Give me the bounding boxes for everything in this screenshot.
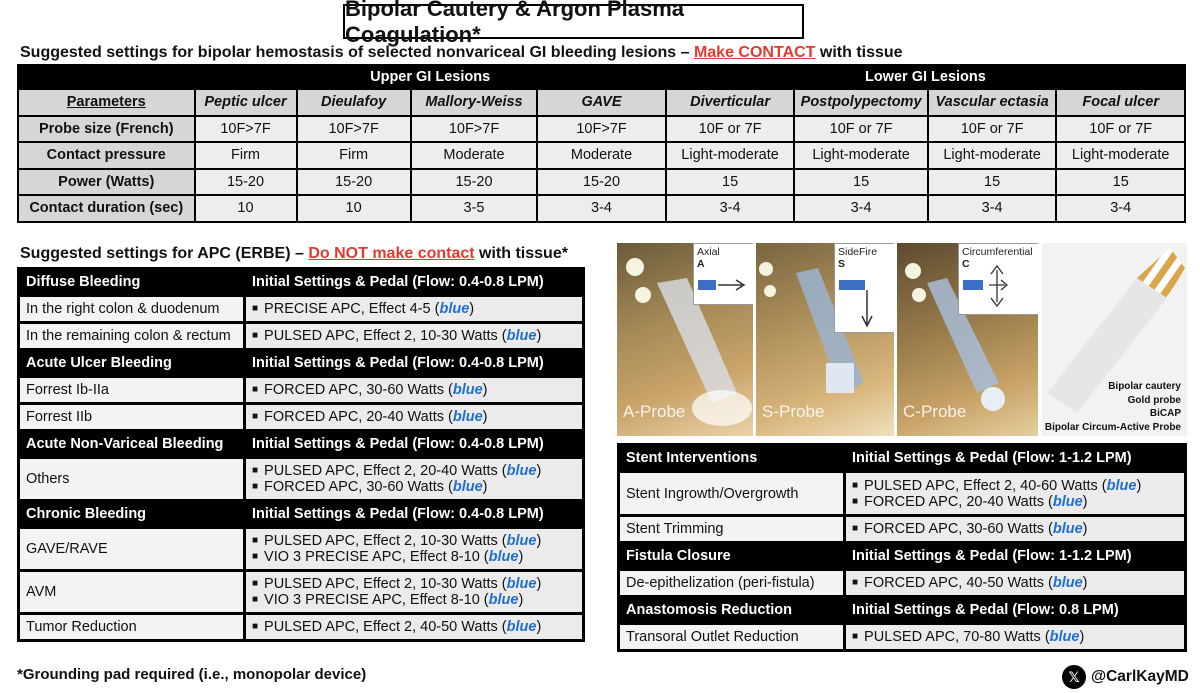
row-label: Contact duration (sec) [19, 196, 194, 221]
section-title: Anastomosis Reduction [620, 598, 843, 622]
lesion-column-header: Dieulafoy [298, 90, 410, 115]
setting-item [852, 575, 1178, 591]
s-probe-inset [834, 243, 894, 333]
close-paren: ) [1082, 575, 1088, 591]
setting-item [852, 494, 1178, 510]
group-header-row [19, 66, 1184, 88]
section-settings-header: Initial Settings & Pedal (Flow: 0.8 LPM) [846, 598, 1184, 622]
table-row [620, 571, 1184, 595]
setting-text: PRECISE APC, Effect 4-5 ( [264, 301, 440, 317]
lesion-column-header: GAVE [538, 90, 665, 115]
close-paren: ) [536, 328, 542, 344]
table-cell: 15-20 [196, 170, 296, 195]
row-label: AVM [20, 572, 243, 612]
row-label: Stent Trimming [620, 517, 843, 541]
settings-cell [846, 473, 1184, 514]
setting-text: FORCED APC, 40-50 Watts ( [864, 575, 1053, 591]
close-paren: ) [1082, 521, 1088, 537]
table-cell: 3-4 [795, 196, 927, 221]
a-probe-photo [617, 243, 753, 436]
table-cell: 3-4 [1057, 196, 1184, 221]
parameters-header: Parameters [19, 90, 194, 115]
c-probe-caption: C-Probe [903, 402, 967, 421]
c-probe-photo [897, 243, 1038, 436]
blue-keyword: blue [506, 533, 537, 549]
setting-item [252, 576, 576, 592]
close-paren: ) [482, 382, 488, 398]
page-title: Bipolar Cautery & Argon Plasma Coagulation* [343, 4, 804, 39]
close-paren: ) [518, 592, 524, 608]
apc-heading-emphasis: Do NOT make contact [308, 245, 475, 262]
row-label: Forrest IIb [20, 405, 243, 429]
blue-keyword: blue [1052, 493, 1083, 510]
apc-heading [20, 245, 568, 263]
table-row [20, 615, 582, 639]
settings-cell [246, 378, 582, 402]
section-settings-header: Initial Settings & Pedal (Flow: 0.4-0.8 LPM) [246, 270, 582, 294]
a-probe-inset-label: Axial A [697, 246, 720, 270]
close-paren: ) [1136, 477, 1142, 494]
bullet-icon: ■ [252, 465, 259, 476]
section-title: Acute Non-Variceal Bleeding [20, 432, 243, 456]
close-paren: ) [536, 533, 542, 549]
row-label: Stent Ingrowth/Overgrowth [620, 473, 843, 514]
close-paren: ) [536, 619, 542, 635]
table-row [620, 625, 1184, 649]
row-label: Others [20, 459, 243, 499]
bullet-icon: ■ [252, 594, 259, 605]
table-row [620, 473, 1184, 514]
blue-keyword: blue [452, 479, 483, 495]
table-cell: Firm [196, 143, 296, 168]
s-probe-inset-label: SideFire S [838, 246, 878, 270]
bipolar-probe-photo [1042, 243, 1187, 436]
table-cell: Firm [298, 143, 410, 168]
table-cell: Moderate [412, 143, 537, 168]
setting-text: PULSED APC, Effect 2, 10-30 Watts ( [264, 328, 507, 344]
bipolar-probe-label: Bipolar Circum-Active Probe [1044, 421, 1181, 433]
bipolar-heading [20, 44, 903, 62]
table-row [20, 572, 582, 612]
blue-keyword: blue [506, 328, 537, 344]
section-header-row [20, 432, 582, 456]
table-cell: 3-5 [412, 196, 537, 221]
blue-keyword: blue [1106, 477, 1137, 494]
close-paren: ) [1082, 493, 1088, 510]
row-label: Probe size (French) [19, 117, 194, 142]
table-row [20, 459, 582, 499]
apc-heading-suffix: with tissue* [474, 245, 568, 262]
bullet-icon: ■ [252, 330, 259, 341]
settings-cell [246, 572, 582, 612]
settings-cell [846, 571, 1184, 595]
table-cell: 15 [1057, 170, 1184, 195]
s-probe-caption: S-Probe [762, 402, 825, 421]
table-cell: 15 [929, 170, 1056, 195]
section-header-row [20, 270, 582, 294]
c-probe-inset [958, 243, 1038, 315]
setting-item [252, 409, 576, 425]
lesion-column-header: Diverticular [667, 90, 794, 115]
bullet-icon: ■ [252, 384, 259, 395]
table-row [20, 529, 582, 569]
bipolar-probe-label: Gold probe [1127, 394, 1181, 406]
table-cell: 10F or 7F [929, 117, 1056, 142]
blue-keyword: blue [1052, 575, 1083, 591]
setting-text: FORCED APC, 30-60 Watts ( [264, 382, 453, 398]
bullet-icon: ■ [252, 535, 259, 546]
blue-keyword: blue [488, 549, 519, 565]
setting-text: PULSED APC, Effect 2, 40-60 Watts ( [864, 477, 1107, 494]
row-label: In the right colon & duodenum [20, 297, 243, 321]
table-cell: Moderate [538, 143, 665, 168]
c-probe-inset-label: Circumferential C [962, 246, 1033, 270]
lesion-column-header: Vascular ectasia [929, 90, 1056, 115]
table-row [20, 405, 582, 429]
close-paren: ) [1079, 629, 1085, 645]
setting-text: PULSED APC, 70-80 Watts ( [864, 629, 1050, 645]
table-cell: 3-4 [929, 196, 1056, 221]
circumferential-arrow-icon [959, 244, 1038, 314]
bullet-icon: ■ [852, 479, 859, 491]
table-cell: 10F>7F [412, 117, 537, 142]
table-cell: 10F or 7F [1057, 117, 1184, 142]
table-cell: Light-moderate [795, 143, 927, 168]
section-title: Acute Ulcer Bleeding [20, 351, 243, 375]
setting-item [252, 382, 576, 398]
table-row [19, 170, 1184, 195]
bullet-icon: ■ [252, 578, 259, 589]
close-paren: ) [536, 463, 542, 479]
bullet-icon: ■ [252, 551, 259, 562]
table-cell: 10 [196, 196, 296, 221]
s-probe-photo [756, 243, 894, 436]
table-cell: 15-20 [538, 170, 665, 195]
setting-text: FORCED APC, 30-60 Watts ( [264, 479, 453, 495]
close-paren: ) [536, 576, 542, 592]
table-cell: 15 [667, 170, 794, 195]
close-paren: ) [482, 409, 488, 425]
bullet-icon: ■ [852, 523, 859, 534]
table-row [19, 117, 1184, 142]
table-cell: 10 [298, 196, 410, 221]
bipolar-settings-table [17, 64, 1186, 223]
table-cell: 10F>7F [538, 117, 665, 142]
section-header-row [620, 598, 1184, 622]
setting-item [252, 328, 576, 344]
bipolar-probe-label: Bipolar cautery [1108, 381, 1181, 392]
setting-item [252, 301, 576, 317]
close-paren: ) [518, 549, 524, 565]
setting-text: PULSED APC, Effect 2, 40-50 Watts ( [264, 619, 507, 635]
row-label: GAVE/RAVE [20, 529, 243, 569]
row-label: In the remaining colon & rectum [20, 324, 243, 348]
setting-text: PULSED APC, Effect 2, 10-30 Watts ( [264, 533, 507, 549]
setting-text: VIO 3 PRECISE APC, Effect 8-10 ( [264, 592, 489, 608]
table-cell: 3-4 [667, 196, 794, 221]
lesion-column-header: Mallory-Weiss [412, 90, 537, 115]
section-header-row [20, 351, 582, 375]
settings-cell [246, 529, 582, 569]
setting-item [852, 629, 1178, 645]
section-title: Stent Interventions [620, 446, 843, 470]
settings-cell [846, 517, 1184, 541]
row-label: Transoral Outlet Reduction [620, 625, 843, 649]
bipolar-probe-labels [1045, 380, 1181, 434]
blue-keyword: blue [452, 382, 483, 398]
table-cell: 15-20 [298, 170, 410, 195]
footnote: *Grounding pad required (i.e., monopolar device) [17, 666, 367, 683]
table-cell: 10F>7F [196, 117, 296, 142]
close-paren: ) [482, 479, 488, 495]
a-probe-caption: A-Probe [623, 402, 686, 421]
bullet-icon: ■ [852, 495, 859, 507]
settings-cell [246, 615, 582, 639]
blue-keyword: blue [506, 576, 537, 592]
setting-item [852, 521, 1178, 537]
upper-gi-header: Upper GI Lesions [196, 66, 665, 88]
bullet-icon: ■ [852, 577, 859, 588]
setting-text: FORCED APC, 20-40 Watts ( [264, 409, 453, 425]
bullet-icon: ■ [252, 621, 259, 632]
setting-item [252, 549, 576, 565]
table-row [19, 196, 1184, 221]
bipolar-probe-label: BiCAP [1149, 408, 1181, 419]
table-cell: 10F or 7F [667, 117, 794, 142]
apc-heading-prefix: Suggested settings for APC (ERBE) – [20, 245, 309, 262]
table-row [19, 143, 1184, 168]
setting-text: VIO 3 PRECISE APC, Effect 8-10 ( [264, 549, 489, 565]
table-cell: Light-moderate [667, 143, 794, 168]
table-row [20, 297, 582, 321]
lesion-column-header: Peptic ulcer [196, 90, 296, 115]
column-header-row [19, 90, 1184, 115]
settings-cell [846, 625, 1184, 649]
blue-keyword: blue [488, 592, 519, 608]
bullet-icon: ■ [252, 481, 259, 492]
setting-item [852, 478, 1178, 494]
row-label: Power (Watts) [19, 170, 194, 195]
setting-text: PULSED APC, Effect 2, 20-40 Watts ( [264, 463, 507, 479]
blank-corner-cell [19, 66, 194, 88]
stent-settings-table [617, 443, 1187, 652]
lower-gi-header: Lower GI Lesions [667, 66, 1184, 88]
setting-item [252, 479, 576, 495]
settings-cell [246, 297, 582, 321]
author-handle[interactable] [1062, 665, 1189, 689]
table-cell: 3-4 [538, 196, 665, 221]
table-cell: 10F or 7F [795, 117, 927, 142]
blue-keyword: blue [1049, 629, 1080, 645]
section-settings-header: Initial Settings & Pedal (Flow: 1-1.2 LPM) [846, 446, 1184, 470]
apc-settings-table [17, 267, 585, 642]
axial-arrow-icon [694, 244, 753, 304]
section-settings-header: Initial Settings & Pedal (Flow: 1-1.2 LPM) [846, 544, 1184, 568]
setting-text: FORCED APC, 30-60 Watts ( [864, 521, 1053, 537]
bipolar-heading-suffix: with tissue [815, 44, 903, 61]
settings-cell [246, 459, 582, 499]
table-row [20, 324, 582, 348]
a-probe-inset [693, 243, 753, 305]
row-label: De-epithelization (peri-fistula) [620, 571, 843, 595]
bipolar-heading-emphasis: Make CONTACT [693, 44, 816, 61]
settings-cell [246, 405, 582, 429]
setting-text: PULSED APC, Effect 2, 10-30 Watts ( [264, 576, 507, 592]
table-cell: 10F>7F [298, 117, 410, 142]
table-row [20, 378, 582, 402]
table-cell: 15-20 [412, 170, 537, 195]
section-title: Diffuse Bleeding [20, 270, 243, 294]
section-settings-header: Initial Settings & Pedal (Flow: 0.4-0.8 LPM) [246, 351, 582, 375]
setting-text: FORCED APC, 20-40 Watts ( [864, 493, 1053, 510]
x-logo-icon: 𝕏 [1062, 665, 1086, 689]
table-row [620, 517, 1184, 541]
section-header-row [620, 446, 1184, 470]
table-cell: Light-moderate [1057, 143, 1184, 168]
section-title: Fistula Closure [620, 544, 843, 568]
bullet-icon: ■ [252, 411, 259, 422]
bipolar-heading-prefix: Suggested settings for bipolar hemostasis of selected nonvariceal GI bleeding lesions – [20, 44, 694, 61]
table-cell: Light-moderate [929, 143, 1056, 168]
table-cell: 15 [795, 170, 927, 195]
bullet-icon: ■ [852, 631, 859, 642]
row-label: Contact pressure [19, 143, 194, 168]
blue-keyword: blue [439, 301, 470, 317]
bullet-icon: ■ [252, 303, 259, 314]
setting-item [252, 619, 576, 635]
section-header-row [620, 544, 1184, 568]
setting-item [252, 533, 576, 549]
row-label: Tumor Reduction [20, 615, 243, 639]
section-title: Chronic Bleeding [20, 502, 243, 526]
lesion-column-header: Postpolypectomy [795, 90, 927, 115]
lesion-column-header: Focal ulcer [1057, 90, 1184, 115]
setting-item [252, 592, 576, 608]
row-label: Forrest Ib-IIa [20, 378, 243, 402]
blue-keyword: blue [1052, 521, 1083, 537]
section-settings-header: Initial Settings & Pedal (Flow: 0.4-0.8 LPM) [246, 432, 582, 456]
section-settings-header: Initial Settings & Pedal (Flow: 0.4-0.8 LPM) [246, 502, 582, 526]
blue-keyword: blue [506, 619, 537, 635]
section-header-row [20, 502, 582, 526]
setting-item [252, 463, 576, 479]
settings-cell [246, 324, 582, 348]
close-paren: ) [469, 301, 475, 317]
blue-keyword: blue [452, 409, 483, 425]
sidefire-arrow-icon [835, 244, 894, 332]
handle-text: @CarlKayMD [1091, 668, 1189, 685]
blue-keyword: blue [506, 463, 537, 479]
